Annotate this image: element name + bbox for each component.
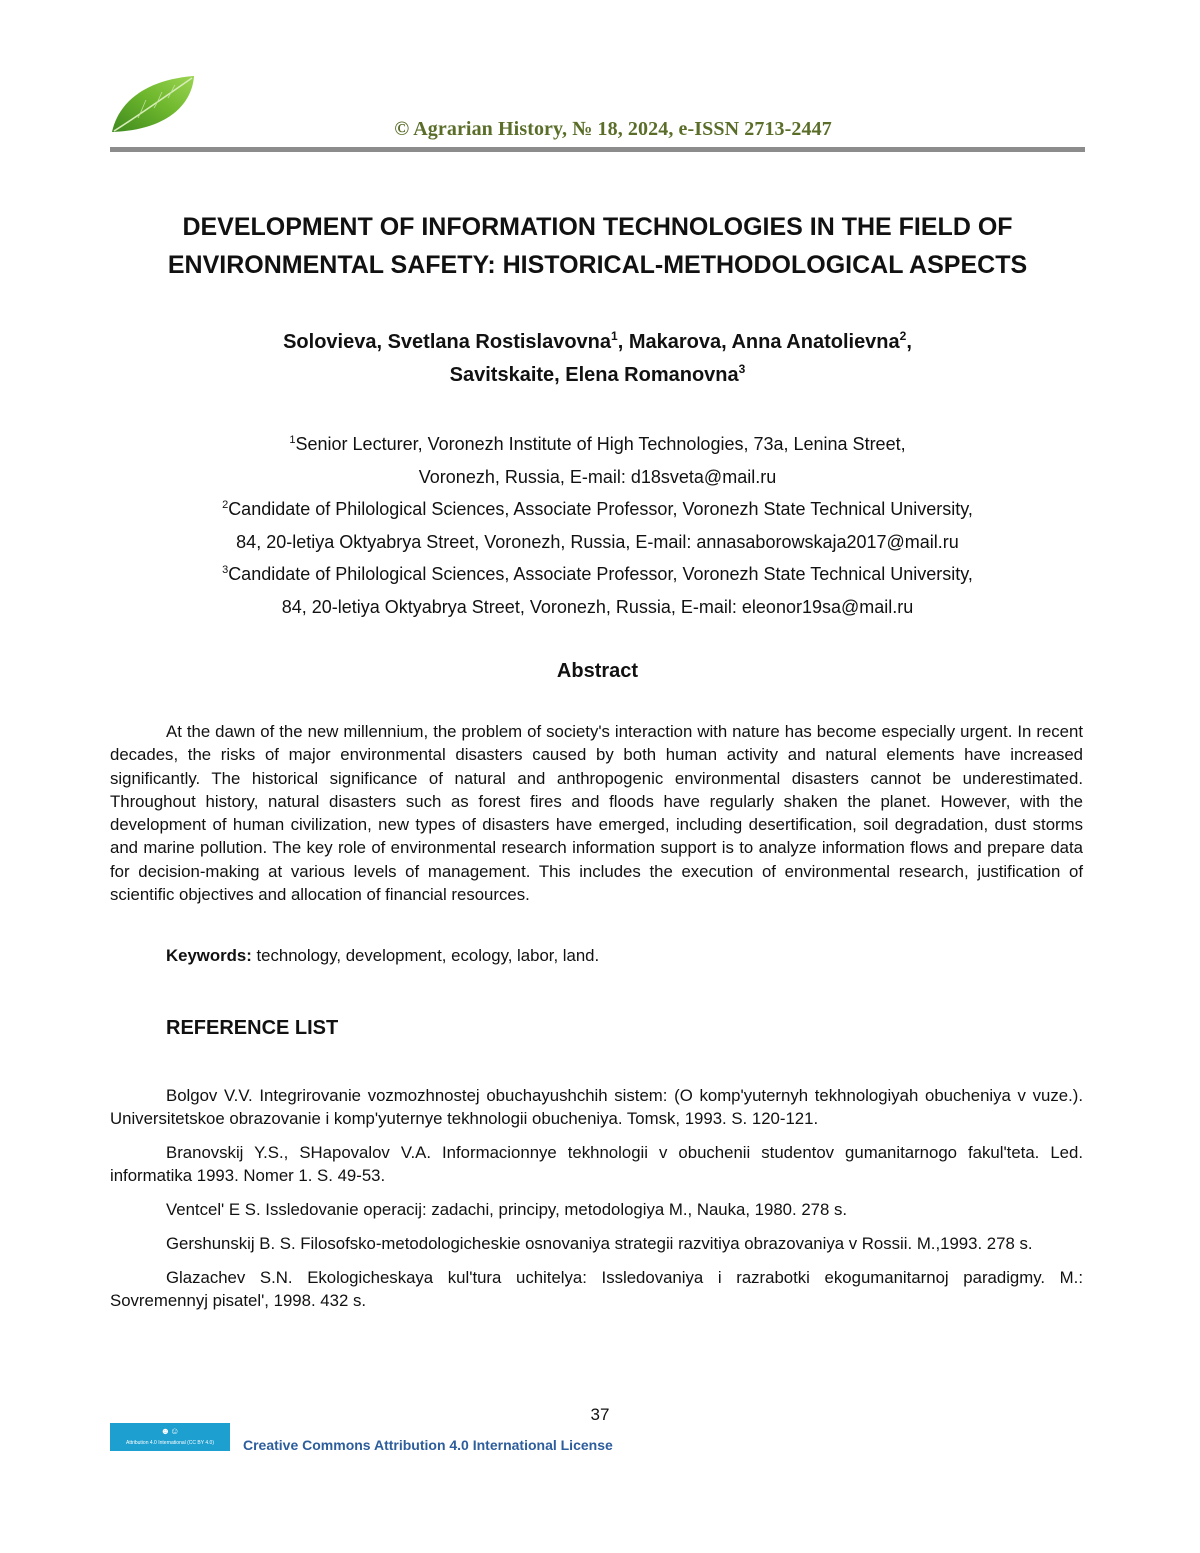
affiliation-mark: 2 — [222, 499, 229, 512]
author-name: Makarova, Anna Anatolievna — [628, 331, 900, 353]
author-mark: 3 — [738, 362, 746, 376]
affiliation-line: $^1$Senior Lecturer, Voronezh Institute of High Technologies, 73a, Lenina Street, — [289, 434, 906, 454]
journal-title: © Agrarian History, № 18, 2024, e-ISSN 2713-2447 — [394, 118, 832, 140]
affiliation-mark: 1 — [289, 434, 296, 446]
author-name: Savitskaite, Elena Romanovna — [449, 364, 739, 386]
article-title — [110, 208, 1085, 284]
reference-item: Ventcel' E S. Issledovanie operacij: zadachi, principy, metodologiya M., Nauka, 1980. 278 s. — [166, 1200, 848, 1219]
abstract-heading: Abstract — [556, 660, 639, 682]
affiliation-line: $^3$Candidate of Philological Sciences, Associate Professor, Voronezh State Technical University, — [222, 564, 973, 585]
license-link[interactable]: Creative Commons Attribution 4.0 International License — [243, 1437, 613, 1453]
reference-list — [110, 1084, 1083, 1323]
page-number: 37 — [590, 1405, 610, 1424]
keywords-list: technology, development, ecology, labor, land. — [256, 946, 600, 965]
title-line-1: DEVELOPMENT OF INFORMATION TECHNOLOGIES IN THE FIELD OF — [182, 213, 1013, 241]
affiliation-line: 84, 20-letiya Oktyabrya Street, Voronezh, Russia, E-mail: annasaborowskaja2017@mail.ru — [236, 531, 959, 552]
reference-item: Bolgov V.V. Integrirovanie vozmozhnostej obuchayushchih sistem: (O komp'yuternyh tekhnologiyah obucheniya v vuze.). Universitetskoe obrazovanie i komp'yuternye tekhnologii obucheniya. Tomsk, 1993. S. 120-121. — [110, 1086, 1083, 1128]
affiliation-line: $^2$Candidate of Philological Sciences, Associate Professor, Voronezh State Technical University, — [222, 499, 973, 520]
keywords — [166, 944, 1083, 968]
cc-badge-text: Attribution 4.0 International (CC BY 4.0) — [125, 1440, 214, 1446]
reference-item: Branovskij Y.S., SHapovalov V.A. Informacionnye tekhnologii v obuchenii studentov gumanitarnogo fakul'teta. Led. informatika 1993. Nomer 1. S. 49-53. — [110, 1143, 1083, 1185]
affiliation-mark: 3 — [222, 564, 229, 577]
abstract-text: At the dawn of the new millennium, the problem of society's interaction with nature has become especially urgent. In recent decades, the risks of major environmental disasters caused by both human activity and natural elements have increased significantly. The historical significance of natural and anthropogenic environmental disasters cannot be underestimated. Throughout history, natural disasters such as forest fires and floods have regularly shaken the planet. However, with the development of human civilization, new types of disasters have emerged, including desertification, soil degradation, dust storms and marine pollution. The key role of environmental research information support is to analyze information flows and prepare data for decision-making at various levels of management. This includes the execution of environmental research, justification of scientific objectives and allocation of financial resources. — [110, 722, 1083, 905]
reference-item: Glazachev S.N. Ekologicheskaya kul'tura uchitelya: Issledovaniya i razrabotki ekogumanitarnoj paradigmy. M.: Sovremennyj pisatel', 1998. 432 s. — [110, 1268, 1083, 1310]
reference-item: Gershunskij B. S. Filosofsko-metodologicheskie osnovaniya strategii razvitiya obrazovaniya v Rossii. M.,1993. 278 s. — [166, 1234, 1033, 1253]
keywords-label: Keywords: — [166, 946, 252, 965]
cc-by-icon: ☻☺ — [160, 1426, 180, 1436]
author-name: Solovieva, Svetlana Rostislavovna — [283, 331, 612, 353]
affiliation-line: Voronezh, Russia, E-mail: d18sveta@mail.ru — [418, 466, 777, 487]
title-line-2: ENVIRONMENTAL SAFETY: HISTORICAL-METHODOLOGICAL ASPECTS — [167, 251, 1028, 279]
reference-list-heading: REFERENCE LIST — [166, 1017, 339, 1039]
cc-license-badge[interactable] — [110, 1423, 230, 1451]
affiliations — [110, 428, 1085, 624]
header-divider — [110, 147, 1085, 152]
author-mark: 2 — [899, 329, 907, 343]
affiliation-line: 84, 20-letiya Oktyabrya Street, Voronezh, Russia, E-mail: eleonor19sa@mail.ru — [281, 596, 914, 617]
authors: Solovieva, Svetlana Rostislavovna$^1$, Makarova, Anna Anatolievna$^2$, Savitskaite, Elena Romanovna$^3$ — [283, 329, 912, 386]
author-mark: 1 — [611, 329, 618, 343]
